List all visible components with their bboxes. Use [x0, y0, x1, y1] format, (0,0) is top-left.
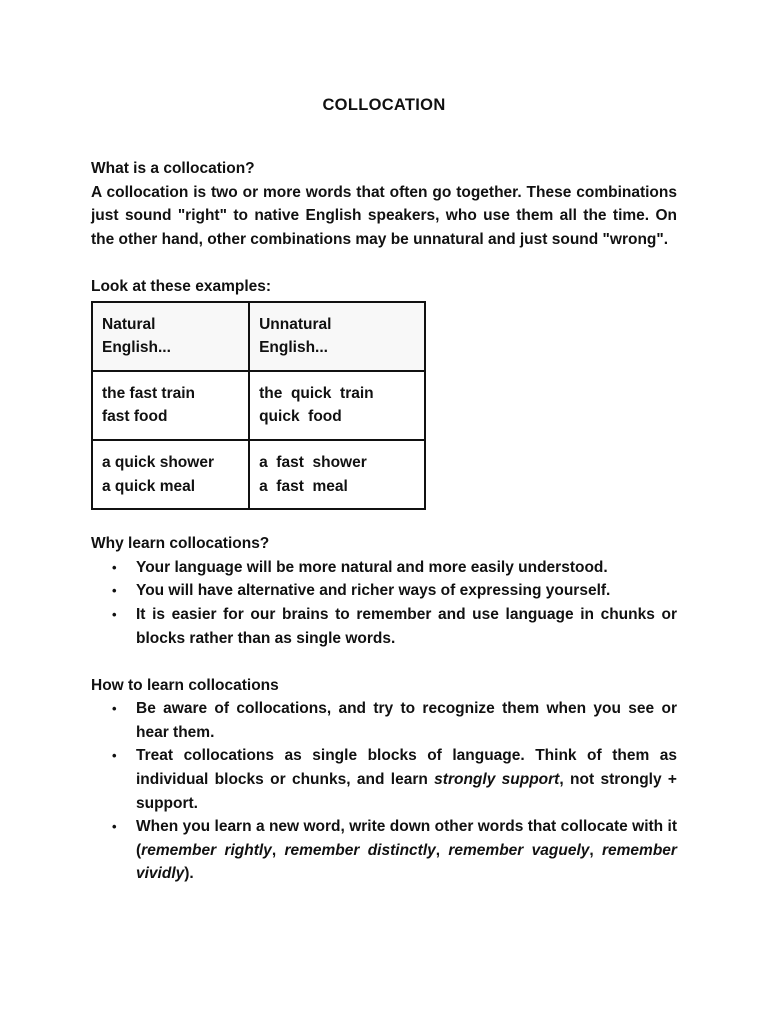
italic-example: remember vividly [136, 841, 677, 883]
list-item-text: It is easier for our brains to remember and use language in chunks or blocks rather than as single words. [136, 605, 677, 647]
how-heading: How to learn collocations [91, 676, 279, 694]
page-title: COLLOCATION [322, 96, 446, 114]
table-row [92, 371, 425, 440]
bullet-icon: • [112, 606, 117, 622]
table-header-row [92, 302, 425, 371]
table-cell-unnatural: the quick train quick food [249, 371, 425, 440]
examples-heading: Look at these examples: [91, 277, 272, 295]
spacer [91, 650, 677, 674]
bullet-icon: • [112, 748, 117, 764]
table-header-natural: Natural English... [92, 302, 249, 371]
intro-text: A collocation is two or more words that often go together. These combinations just sound "right" to native English speakers, who use them all the time. On the other hand, other combinations may be unnatural and just sound "wrong". [91, 183, 677, 248]
list-item [91, 815, 677, 886]
bullet-icon: • [112, 701, 117, 717]
spacer [91, 251, 677, 275]
table-cell-natural: a quick shower a quick meal [92, 440, 249, 509]
bullet-icon: • [112, 559, 117, 575]
table-header-unnatural: Unnatural English... [249, 302, 425, 371]
italic-example: remember rightly [141, 841, 272, 859]
list-item-text: Treat collocations as single blocks of language. Think of them as individual blocks or chunks, and learn strongly support, not strongly + support. [136, 747, 677, 812]
bullet-icon: • [112, 819, 117, 835]
list-item-text: Your language will be more natural and more easily understood. [136, 558, 608, 576]
list-item [91, 579, 677, 603]
examples-table [91, 301, 426, 511]
italic-example: remember distinctly [284, 841, 436, 859]
list-item-text: Be aware of collocations, and try to recognize them when you see or hear them. [136, 700, 677, 741]
list-item [91, 603, 677, 650]
table-cell-natural: the fast train fast food [92, 371, 249, 440]
bullet-icon: • [112, 583, 117, 599]
intro-heading: What is a collocation? [91, 160, 255, 177]
list-item-text: You will have alternative and richer ways of expressing yourself. [136, 582, 611, 600]
list-item-text: When you learn a new word, write down other words that collocate with it (remember rightly, remember distinctly, remember vaguely, remember vividly). [136, 818, 677, 883]
how-list [91, 697, 677, 886]
why-list [91, 556, 677, 650]
why-heading: Why learn collocations? [91, 535, 270, 553]
list-item [91, 744, 677, 815]
table-row [92, 440, 425, 509]
italic-example: remember vaguely [448, 841, 590, 859]
table-cell-unnatural: a fast shower a fast meal [249, 440, 425, 509]
list-item [91, 697, 677, 744]
list-item [91, 556, 677, 580]
italic-example: strongly support [434, 771, 560, 789]
